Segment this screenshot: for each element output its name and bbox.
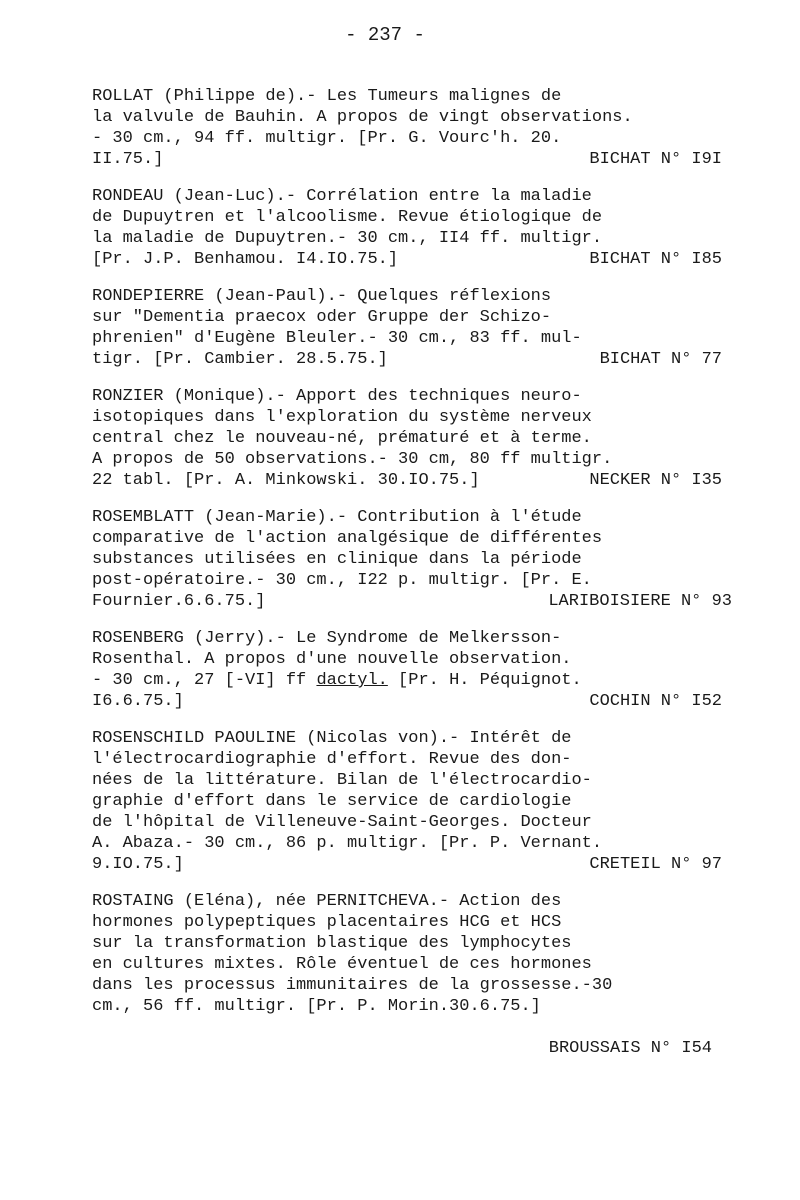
entry-line: RONDEPIERRE (Jean-Paul).- Quelques réflexions [92,287,552,306]
entry-line: hormones polypeptiques placentaires HCG et HCS [92,913,562,932]
entry-line: - 30 cm., 94 ff. multigr. [Pr. G. Vourc'h. 20. [92,129,562,148]
entry-line: 22 tabl. [Pr. A. Minkowski. 30.IO.75.] [92,471,480,490]
entry-line: I6.6.75.] [92,692,184,711]
entry-rostaing [92,891,712,1058]
entry-line: ROSTAING (Eléna), née PERNITCHEVA.- Action des [92,892,562,911]
entry-location: COCHIN N° I52 [589,692,722,711]
entry-line: ROSENSCHILD PAOULINE (Nicolas von).- Intérêt de [92,729,572,748]
entry-rosenschild [92,728,722,875]
entry-rollat [92,86,722,170]
entry-line: ROSENBERG (Jerry).- Le Syndrome de Melkersson- [92,629,562,648]
entry-last-row [92,249,722,270]
entry-location: BROUSSAIS N° I54 [548,1039,712,1058]
entry-line: sur "Dementia praecox oder Gruppe der Schizo- [92,308,552,327]
entry-line: ROSEMBLATT (Jean-Marie).- Contribution à l'étude [92,508,582,527]
entry-location: LARIBOISIERE N° 93 [548,592,732,611]
entry-line: RONZIER (Monique).- Apport des techniques neuro- [92,387,582,406]
entry-line: phrenien" d'Eugène Bleuler.- 30 cm., 83 ff. mul- [92,329,582,348]
entry-line: A. Abaza.- 30 cm., 86 p. multigr. [Pr. P. Vernant. [92,834,603,853]
entry-line: 9.IO.75.] [92,855,184,874]
entry-location: BICHAT N° I9I [589,150,722,169]
entry-line: nées de la littérature. Bilan de l'électrocardio- [92,771,592,790]
entry-line: la valvule de Bauhin. A propos de vingt observations. [92,108,633,127]
entry-location: NECKER N° I35 [589,471,722,490]
entry-rosemblatt [92,507,732,612]
entry-rondepierre [92,286,722,370]
entry-line: II.75.] [92,150,164,169]
entry-last-row [92,470,722,491]
entry-line: - 30 cm., 27 [-VI] ff [92,671,317,690]
entry-line: cm., 56 ff. multigr. [Pr. P. Morin.30.6.75.] [92,997,541,1016]
entry-line: graphie d'effort dans le service de cardiologie [92,792,572,811]
entry-line: tigr. [Pr. Cambier. 28.5.75.] [92,350,388,369]
entry-location: BICHAT N° 77 [599,350,722,369]
entry-rosenberg [92,628,722,712]
entry-line: post-opératoire.- 30 cm., I22 p. multigr. [Pr. E. [92,571,592,590]
entry-line: la maladie de Dupuytren.- 30 cm., II4 ff. multigr. [92,229,603,248]
entry-last-row [92,591,732,612]
entry-line: dans les processus immunitaires de la grossesse.-30 [92,976,613,995]
entry-line: comparative de l'action analgésique de différentes [92,529,603,548]
entry-line: de l'hôpital de Villeneuve-Saint-Georges. Docteur [92,813,592,832]
entry-rondeau [92,186,722,270]
entry-location: BICHAT N° I85 [589,250,722,269]
entry-last-row [92,691,722,712]
entry-line: de Dupuytren et l'alcoolisme. Revue étiologique de [92,208,603,227]
entry-line-with-underline [92,670,712,691]
page-number: - 237 - [345,24,425,46]
entry-line: isotopiques dans l'exploration du système nerveux [92,408,592,427]
entry-line: Fournier.6.6.75.] [92,592,266,611]
entry-line: substances utilisées en clinique dans la période [92,550,582,569]
entry-location-row [92,1017,712,1058]
entry-line: A propos de 50 observations.- 30 cm, 80 ff multigr. [92,450,613,469]
entry-line: en cultures mixtes. Rôle éventuel de ces hormones [92,955,592,974]
entry-last-row [92,149,722,170]
entry-line: ROLLAT (Philippe de).- Les Tumeurs malignes de [92,87,562,106]
entry-ronzier [92,386,722,491]
entry-last-row [92,349,722,370]
entry-line: [Pr. J.P. Benhamou. I4.IO.75.] [92,250,399,269]
entry-line: l'électrocardiographie d'effort. Revue des don- [92,750,572,769]
entry-last-row [92,854,722,875]
entry-line-continuation: [Pr. H. Péquignot. [387,671,582,690]
entry-line: sur la transformation blastique des lymphocytes [92,934,572,953]
entry-line: central chez le nouveau-né, prématuré et à terme. [92,429,592,448]
bibliography-entries [92,86,732,1058]
underlined-term: dactyl. [316,671,388,690]
entry-line: Rosenthal. A propos d'une nouvelle observation. [92,650,572,669]
entry-location: CRETEIL N° 97 [589,855,722,874]
entry-line: RONDEAU (Jean-Luc).- Corrélation entre la maladie [92,187,592,206]
